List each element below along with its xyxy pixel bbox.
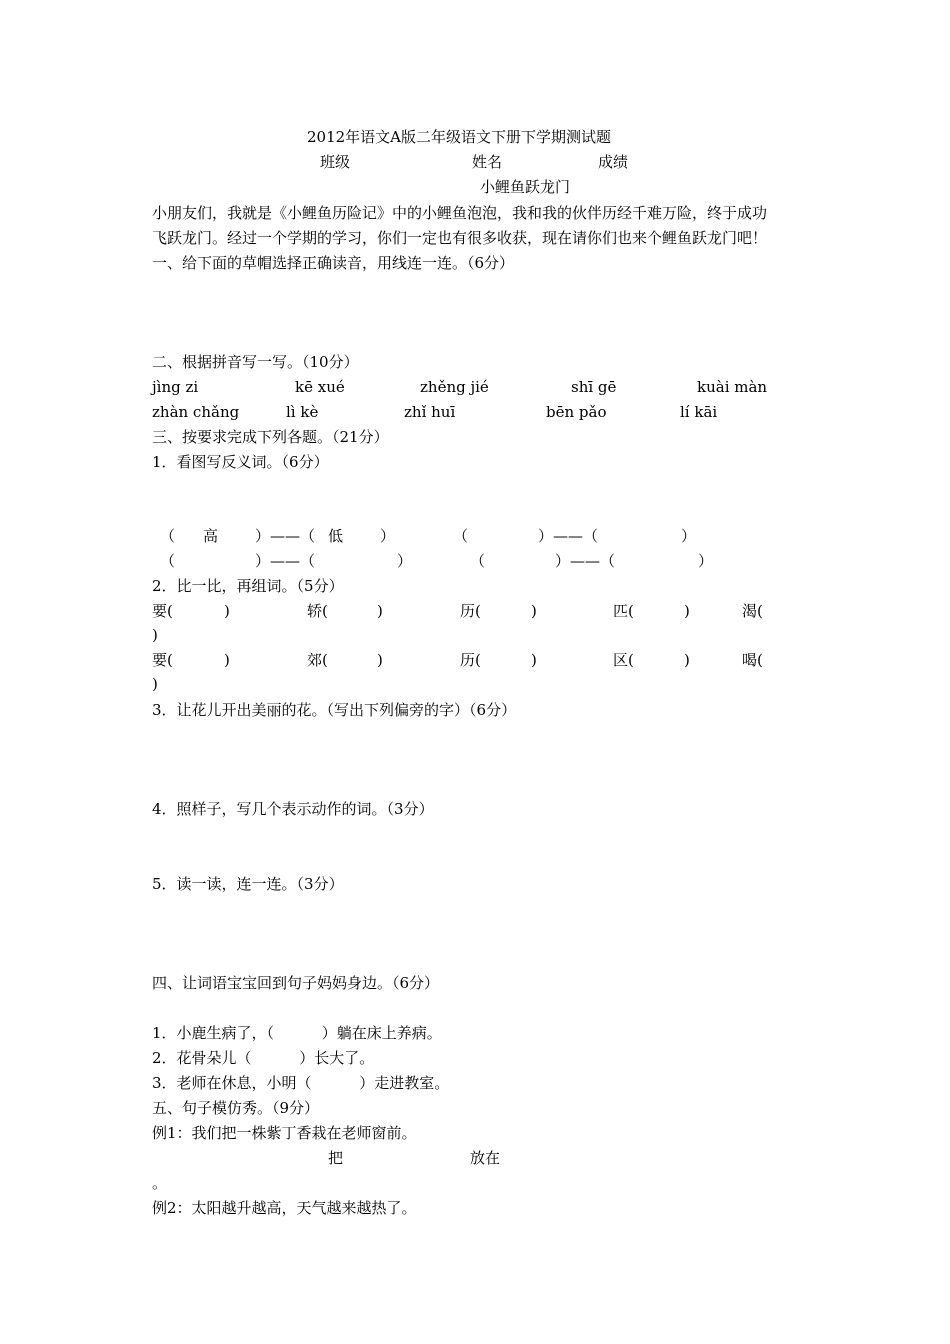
- compare-paren: ): [224, 651, 230, 669]
- pinyin-item: bēn pǎo: [546, 403, 607, 421]
- pinyin-item: zhǐ huī: [404, 403, 456, 421]
- compare-paren: ): [531, 602, 537, 620]
- pinyin-item: jìng zi: [152, 378, 199, 396]
- antonym-paren: ）: [380, 527, 396, 545]
- compare-paren: ): [531, 651, 537, 669]
- antonym-paren: （: [470, 552, 486, 570]
- question-3-heading: 3．让花儿开出美丽的花。（写出下列偏旁的字）（6分）: [152, 701, 517, 719]
- fill-in-sentence: 1．小鹿生病了，（ ）躺在床上养病。: [152, 1024, 442, 1042]
- compare-char: 要(: [152, 602, 173, 620]
- fill-word-ba: 把: [328, 1149, 344, 1167]
- section-5-heading: 五、句子模仿秀。（9分）: [152, 1099, 320, 1117]
- compare-paren: ): [152, 626, 158, 644]
- antonym-dash: ）——（: [555, 552, 616, 570]
- compare-char: 历(: [460, 651, 481, 669]
- document-subtitle: 小鲤鱼跃龙门: [480, 178, 571, 196]
- compare-char: 要(: [152, 651, 173, 669]
- document-title: 2012年语文A版二年级语文下册下学期测试题: [307, 128, 612, 146]
- intro-line-1: 小朋友们，我就是《小鲤鱼历险记》中的小鲤鱼泡泡，我和我的伙伴历经千难万险，终于成功: [152, 204, 768, 222]
- compare-paren: ): [377, 602, 383, 620]
- antonym-paren: ）: [397, 552, 413, 570]
- question-4-heading: 4．照样子，写几个表示动作的词。（3分）: [152, 800, 434, 818]
- pinyin-item: kuài màn: [697, 378, 768, 396]
- intro-line-2: 飞跃龙门。经过一个学期的学习，你们一定也有很多收获，现在请你们也来个鲤鱼跃龙门吧！: [152, 229, 768, 247]
- pinyin-item: lí kāi: [680, 403, 718, 421]
- antonym-word: 高: [203, 527, 219, 545]
- fill-in-sentence: 3．老师在休息，小明（ ）走进教室。: [152, 1074, 450, 1092]
- antonym-word: 低: [328, 527, 344, 545]
- compare-paren: ): [377, 651, 383, 669]
- antonym-paren: （: [453, 527, 469, 545]
- antonym-dash: ）——（: [538, 527, 599, 545]
- pinyin-item: zhàn chǎng: [152, 403, 240, 421]
- antonym-paren: （: [160, 552, 176, 570]
- antonym-dash: ）——（: [255, 527, 316, 545]
- compare-paren: ): [684, 602, 690, 620]
- question-1-heading: 1．看图写反义词。（6分）: [152, 453, 329, 471]
- compare-char: 匹(: [613, 602, 634, 620]
- pinyin-item: shī gē: [571, 378, 617, 396]
- fill-in-sentence: 2．花骨朵儿（ ）长大了。: [152, 1049, 375, 1067]
- question-5-heading: 5．读一读，连一连。（3分）: [152, 875, 344, 893]
- sentence-period: 。: [152, 1174, 168, 1192]
- pinyin-item: zhěng jié: [420, 378, 489, 396]
- antonym-paren: ）: [698, 552, 714, 570]
- pinyin-item: lì kè: [286, 403, 319, 421]
- name-label: 姓名: [472, 153, 503, 171]
- class-label: 班级: [320, 153, 351, 171]
- section-3-heading: 三、按要求完成下列各题。（21分）: [152, 428, 389, 446]
- section-1-heading: 一、给下面的草帽选择正确读音，用线连一连。（6分）: [152, 254, 515, 272]
- question-2-heading: 2．比一比，再组词。（5分）: [152, 577, 344, 595]
- pinyin-item: kē xué: [295, 378, 345, 396]
- compare-char: 区(: [613, 651, 634, 669]
- compare-char: 历(: [460, 602, 481, 620]
- compare-char: 轿(: [307, 602, 328, 620]
- example-sentence-2: 例2：太阳越升越高，天气越来越热了。: [152, 1199, 417, 1217]
- example-sentence-1: 例1：我们把一株紫丁香栽在老师窗前。: [152, 1124, 417, 1142]
- score-label: 成绩: [598, 153, 629, 171]
- section-4-heading: 四、让词语宝宝回到句子妈妈身边。（6分）: [152, 974, 440, 992]
- compare-paren: ): [684, 651, 690, 669]
- compare-char: 喝(: [742, 651, 763, 669]
- antonym-paren: （: [160, 527, 176, 545]
- compare-paren: ): [224, 602, 230, 620]
- fill-word-fangzai: 放在: [470, 1149, 501, 1167]
- antonym-paren: ）: [681, 527, 697, 545]
- compare-paren: ): [152, 675, 158, 693]
- section-2-heading: 二、根据拼音写一写。（10分）: [152, 353, 359, 371]
- antonym-dash: ）——（: [255, 552, 316, 570]
- compare-char: 渴(: [742, 602, 763, 620]
- compare-char: 郊(: [307, 651, 328, 669]
